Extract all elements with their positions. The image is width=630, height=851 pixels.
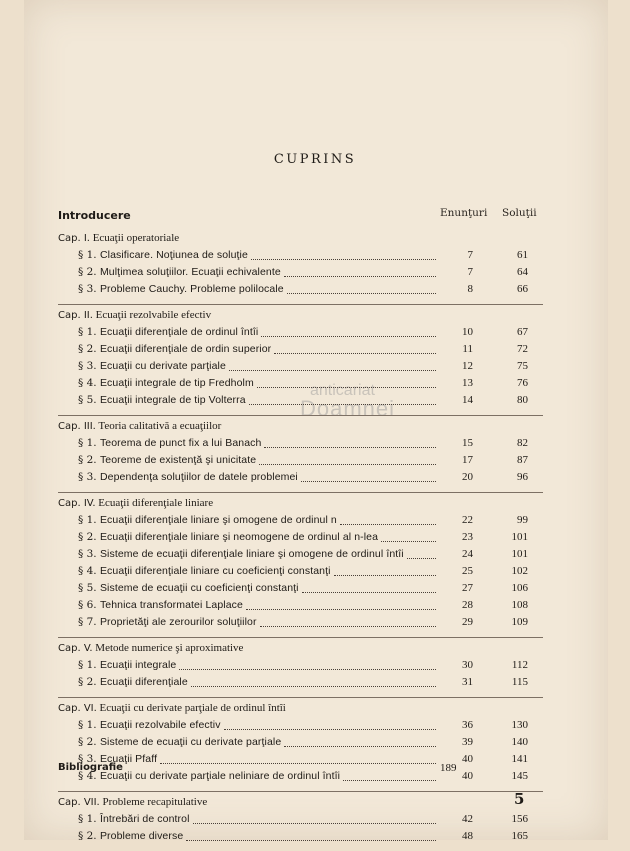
section-label: § 2.: [78, 531, 97, 543]
chapter-divider: [58, 697, 543, 698]
chapter-divider: [58, 637, 543, 638]
section-title: Ecuaţii integrale: [99, 659, 177, 671]
section-title: Mulţimea soluţiilor. Ecuaţii echivalente: [99, 266, 281, 278]
section-title: Ecuaţii diferenţiale: [99, 676, 188, 688]
section-label: § 3.: [78, 548, 97, 560]
section-title: Întrebări de control: [99, 813, 190, 825]
solutii-page: 115: [511, 676, 528, 688]
chapter-heading: [58, 418, 543, 435]
section-label: § 1.: [78, 659, 97, 671]
enunturi-page: 10: [462, 326, 473, 338]
section-entry: [58, 563, 543, 580]
solutii-page: 80: [517, 394, 528, 406]
chapter-heading: [58, 307, 543, 324]
chapter-title: Ecuaţii cu derivate parţiale de ordinul întîi: [99, 702, 286, 714]
enunturi-page: 14: [462, 394, 473, 406]
chapter-divider: [58, 492, 543, 493]
chapter-divider: [58, 304, 543, 305]
leader-dots: [260, 626, 436, 627]
leader-dots: [186, 840, 436, 841]
section-label: § 4.: [78, 565, 97, 577]
solutii-page: 102: [511, 565, 528, 577]
leader-dots: [251, 259, 436, 260]
chapter-label: Cap. IV.: [58, 498, 96, 509]
leader-dots: [261, 336, 436, 337]
solutii-page: 101: [511, 548, 528, 560]
solutii-page: 106: [511, 582, 528, 594]
introduction-heading: Introducere: [58, 209, 131, 222]
section-title: Ecuaţii diferenţiale liniare şi neomogene de ordinul al n-lea: [99, 531, 379, 543]
section-title: Proprietăţi ale zerourilor soluţiilor: [99, 616, 257, 628]
chapter-title: Metode numerice şi aproximative: [95, 642, 244, 654]
bibliography-label: Bibliografie: [58, 762, 123, 773]
leader-dots: [259, 464, 436, 465]
enunturi-page: 28: [462, 599, 473, 611]
leader-dots: [302, 592, 436, 593]
section-entry: [58, 324, 543, 341]
chapter-heading: [58, 640, 543, 657]
leader-dots: [264, 447, 436, 448]
leader-dots: [160, 763, 436, 764]
section-label: § 2.: [78, 266, 97, 278]
section-label: § 1.: [78, 813, 97, 825]
section-entry: [58, 546, 543, 563]
solutii-page: 87: [517, 454, 528, 466]
bibliography-page: 189: [440, 762, 457, 774]
enunturi-page: 12: [462, 360, 473, 372]
section-label: § 1.: [78, 719, 97, 731]
chapter: [58, 697, 543, 785]
section-title: Tehnica transformatei Laplace: [99, 599, 243, 611]
section-label: § 5.: [78, 582, 97, 594]
leader-dots: [343, 780, 436, 781]
enunturi-page: 20: [462, 471, 473, 483]
chapter-heading: [58, 794, 543, 811]
section-label: § 2.: [78, 676, 97, 688]
solutii-page: 82: [517, 437, 528, 449]
enunturi-page: 30: [462, 659, 473, 671]
solutii-page: 72: [517, 343, 528, 355]
enunturi-page: 23: [462, 531, 473, 543]
section-label: § 3.: [78, 753, 97, 765]
section-entry: [58, 768, 543, 785]
section-label: § 7.: [78, 616, 97, 628]
section-entry: [58, 751, 543, 768]
table-of-contents: [58, 230, 543, 851]
section-title: Probleme diverse: [99, 830, 184, 842]
solutii-page: 75: [517, 360, 528, 372]
solutii-page: 99: [517, 514, 528, 526]
chapter-heading: [58, 495, 543, 512]
section-title: Ecuaţii diferenţiale de ordin superior: [99, 343, 272, 355]
enunturi-page: 11: [462, 343, 473, 355]
solutii-page: 101: [511, 531, 528, 543]
leader-dots: [193, 823, 436, 824]
section-entry: [58, 281, 543, 298]
section-entry: [58, 469, 543, 486]
enunturi-page: 7: [467, 249, 473, 261]
section-entry: [58, 452, 543, 469]
solutii-page: 112: [511, 659, 528, 671]
section-label: § 1.: [78, 514, 97, 526]
section-title: Ecuaţii Pfaff: [99, 753, 158, 765]
column-header-enunturi: Enunţuri: [440, 207, 488, 219]
section-title: Ecuaţii diferenţiale liniare şi omogene de ordinul n: [99, 514, 337, 526]
section-label: § 3.: [78, 471, 97, 483]
section-title: Clasificare. Noţiunea de soluţie: [99, 249, 248, 261]
section-entry: [58, 247, 543, 264]
section-label: § 3.: [78, 283, 97, 295]
section-title: Sisteme de ecuaţii cu derivate parţiale: [99, 736, 282, 748]
leader-dots: [340, 524, 436, 525]
section-title: Ecuaţii diferenţiale de ordinul întîi: [99, 326, 259, 338]
section-title: Sisteme de ecuaţii cu coeficienţi constanţi: [99, 582, 299, 594]
section-title: Ecuaţii integrale de tip Fredholm: [99, 377, 254, 389]
enunturi-page: 17: [462, 454, 473, 466]
section-label: § 4.: [78, 377, 97, 389]
section-label: § 4.: [78, 770, 97, 782]
section-label: § 1.: [78, 437, 97, 449]
section-label: § 5.: [78, 394, 97, 406]
enunturi-page: 39: [462, 736, 473, 748]
chapter-title: Ecuaţii diferenţiale liniare: [98, 497, 214, 509]
enunturi-page: 36: [462, 719, 473, 731]
section-entry: [58, 435, 543, 452]
enunturi-page: 31: [462, 676, 473, 688]
chapter: [58, 791, 543, 845]
leader-dots: [274, 353, 436, 354]
section-entry: [58, 597, 543, 614]
leader-dots: [179, 669, 436, 670]
section-title: Ecuaţii rezolvabile efectiv: [99, 719, 221, 731]
section-entry: [58, 375, 543, 392]
section-entry: [58, 580, 543, 597]
section-entry: [58, 529, 543, 546]
leader-dots: [334, 575, 436, 576]
section-entry: [58, 392, 543, 409]
column-header-solutii: Soluţii: [502, 207, 537, 219]
enunturi-page: 27: [462, 582, 473, 594]
section-title: Ecuaţii diferenţiale liniare cu coeficienţi constanţi: [99, 565, 331, 577]
chapter-label: Cap. I.: [58, 233, 90, 244]
section-label: § 1.: [78, 326, 97, 338]
stamp-line1: anticariat: [310, 382, 375, 399]
enunturi-page: 13: [462, 377, 473, 389]
chapter: [58, 637, 543, 691]
enunturi-page: 48: [462, 830, 473, 842]
enunturi-page: 8: [467, 283, 473, 295]
section-label: § 2.: [78, 454, 97, 466]
solutii-page: 109: [511, 616, 528, 628]
enunturi-page: 29: [462, 616, 473, 628]
section-label: § 2.: [78, 343, 97, 355]
chapter: [58, 415, 543, 486]
section-label: § 2.: [78, 736, 97, 748]
enunturi-page: 24: [462, 548, 473, 560]
leader-dots: [249, 404, 436, 405]
solutii-page: 165: [511, 830, 528, 842]
section-title: Dependenţa soluţiilor de datele problemei: [99, 471, 298, 483]
section-label: § 1.: [78, 249, 97, 261]
section-title: Teorema de punct fix a lui Banach: [99, 437, 262, 449]
chapter-label: Cap. VII.: [58, 797, 100, 808]
solutii-page: 64: [517, 266, 528, 278]
section-title: Probleme Cauchy. Probleme polilocale: [99, 283, 284, 295]
section-label: § 2.: [78, 830, 97, 842]
solutii-page: 61: [517, 249, 528, 261]
section-entry: [58, 657, 543, 674]
section-title: Ecuaţii cu derivate parţiale neliniare de ordinul întîi: [99, 770, 341, 782]
section-entry: [58, 341, 543, 358]
solutii-page: 66: [517, 283, 528, 295]
solutii-page: 108: [511, 599, 528, 611]
enunturi-page: 22: [462, 514, 473, 526]
chapter-title: Teoria calitativă a ecuaţiilor: [98, 420, 222, 432]
enunturi-page: 42: [462, 813, 473, 825]
solutii-page: 145: [511, 770, 528, 782]
chapter-label: Cap. III.: [58, 421, 96, 432]
chapter: [58, 304, 543, 409]
page-title: CUPRINS: [273, 152, 357, 167]
section-title: Ecuaţii integrale de tip Volterra: [99, 394, 246, 406]
leader-dots: [246, 609, 436, 610]
leader-dots: [191, 686, 436, 687]
chapter-title: Probleme recapitulative: [102, 796, 208, 808]
enunturi-page: 40: [462, 753, 473, 765]
enunturi-page: 15: [462, 437, 473, 449]
leader-dots: [224, 729, 436, 730]
section-title: Sisteme de ecuaţii diferenţiale liniare şi omogene de ordinul întîi: [99, 548, 404, 560]
section-entry: [58, 614, 543, 631]
solutii-page: 96: [517, 471, 528, 483]
solutii-page: 130: [511, 719, 528, 731]
leader-dots: [301, 481, 436, 482]
section-entry: [58, 734, 543, 751]
leader-dots: [407, 558, 436, 559]
solutii-page: 76: [517, 377, 528, 389]
enunturi-page: 25: [462, 565, 473, 577]
page-number: 5: [514, 790, 525, 808]
chapter-title: Ecuaţii rezolvabile efectiv: [95, 309, 212, 321]
chapter: [58, 230, 543, 298]
leader-dots: [287, 293, 436, 294]
section-entry: [58, 811, 543, 828]
chapter: [58, 492, 543, 631]
section-entry: [58, 828, 543, 845]
chapter-divider: [58, 791, 543, 792]
leader-dots: [257, 387, 436, 388]
chapter-label: Cap. VI.: [58, 703, 97, 714]
chapter-title: Ecuaţii operatoriale: [92, 232, 180, 244]
section-entry: [58, 358, 543, 375]
solutii-page: 156: [511, 813, 528, 825]
solutii-page: 140: [511, 736, 528, 748]
chapter-heading: [58, 700, 543, 717]
section-entry: [58, 264, 543, 281]
section-entry: [58, 674, 543, 691]
solutii-page: 67: [517, 326, 528, 338]
solutii-page: 141: [511, 753, 528, 765]
chapter-label: Cap. II.: [58, 310, 93, 321]
section-title: Ecuaţii cu derivate parţiale: [99, 360, 226, 372]
stamp-line2: Doamnei: [300, 396, 396, 421]
section-title: Teoreme de existenţă şi unicitate: [99, 454, 257, 466]
section-entry: [58, 512, 543, 529]
leader-dots: [284, 276, 436, 277]
leader-dots: [229, 370, 436, 371]
leader-dots: [381, 541, 436, 542]
leader-dots: [284, 746, 436, 747]
section-entry: [58, 717, 543, 734]
chapter-divider: [58, 415, 543, 416]
chapter-label: Cap. V.: [58, 643, 93, 654]
section-label: § 6.: [78, 599, 97, 611]
section-label: § 3.: [78, 360, 97, 372]
chapter-heading: [58, 230, 543, 247]
enunturi-page: 40: [462, 770, 473, 782]
enunturi-page: 7: [467, 266, 473, 278]
